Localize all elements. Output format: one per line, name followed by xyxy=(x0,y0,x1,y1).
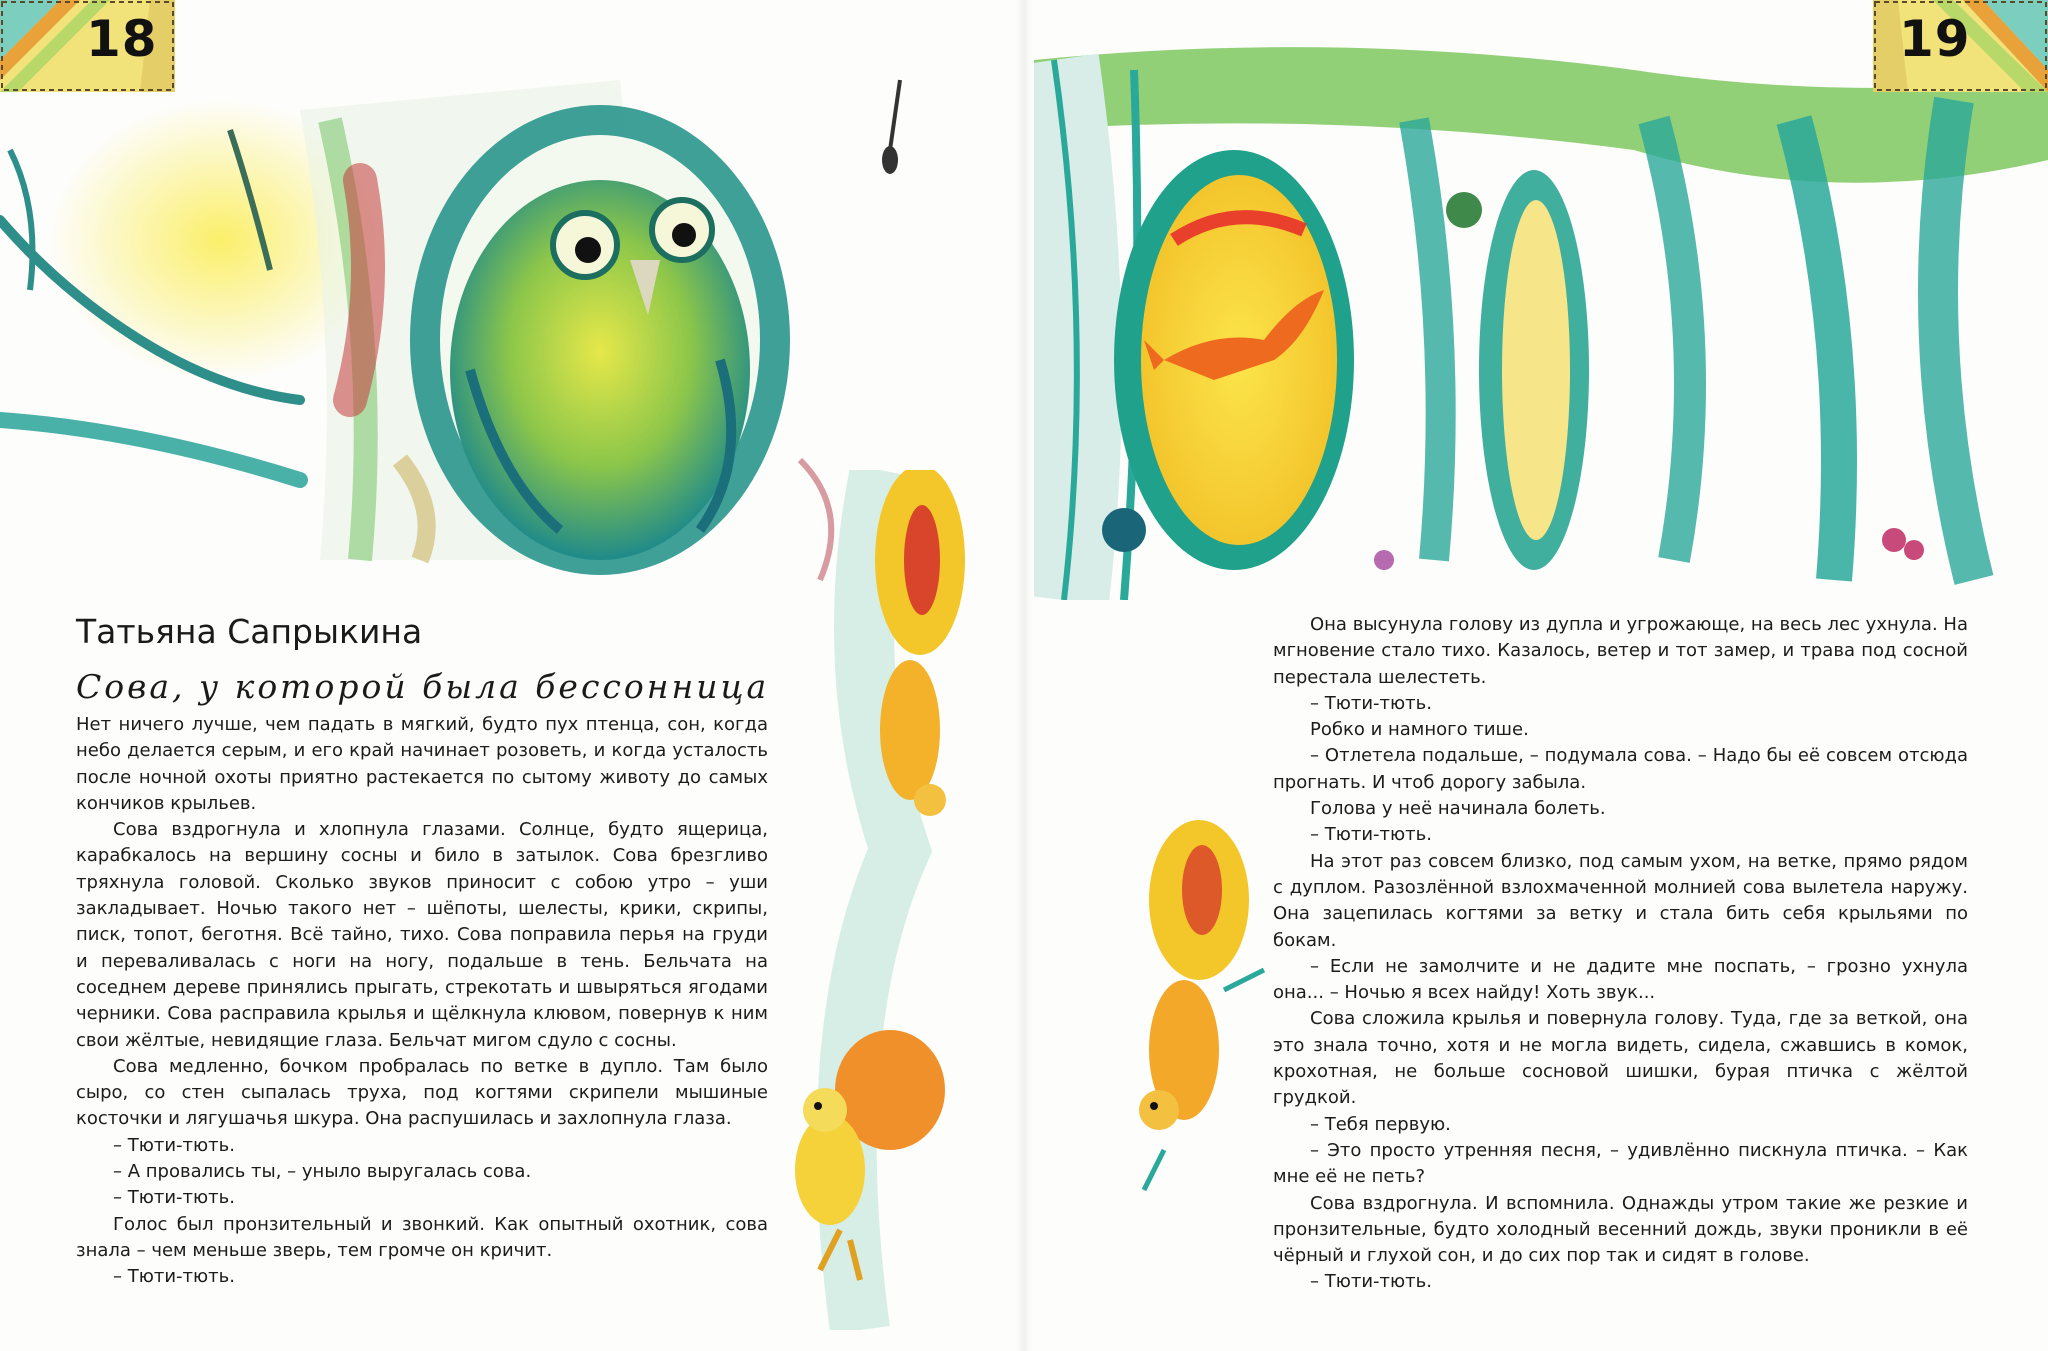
squirrels-illustration xyxy=(760,470,1000,1330)
page-number-left: 18 xyxy=(86,10,158,68)
page-number-badge-left xyxy=(0,0,175,92)
paragraph: Голос был пронзительный и звонкий. Как опытный охотник, сова знала – чем меньше зверь, тем громче он кричит. xyxy=(76,1213,768,1261)
paragraph: – Тюти-тють. xyxy=(1310,692,1433,714)
paragraph: – Тюти-тють. xyxy=(1310,1271,1433,1293)
paragraph: Она высунула голову из дупла и угрожающе, на весь лес ухнула. На мгновение стало тихо. Казалось, ветер и тот замер, и трава под сосной перестала шелестеть. xyxy=(1273,614,1968,688)
paragraph: – Тюти-тють. xyxy=(113,1187,236,1209)
paragraph: На этот раз совсем близко, под самым ухом, на ветке, прямо рядом с дуплом. Разозлённой взлохмаченной молнией сова вылетела наружу. Она зацепилась когтями за ветку и стала бить себя крыльями по бокам. xyxy=(1273,850,1968,951)
author-name: Татьяна Сапрыкина xyxy=(76,612,423,651)
page-number-right: 19 xyxy=(1899,10,1971,68)
story-title: Сова, у которой была бессонница xyxy=(76,667,770,706)
page-number-badge-right xyxy=(1873,0,2048,92)
jumping-squirrel-illustration xyxy=(1104,820,1284,1200)
paragraph: Робко и намного тише. xyxy=(1310,719,1529,741)
right-page xyxy=(1024,0,2048,1351)
paragraph: – Тебя первую. xyxy=(1310,1113,1451,1135)
paragraph: – Тюти-тють. xyxy=(113,1266,236,1288)
left-text-column xyxy=(76,712,768,1291)
forest-fox-illustration xyxy=(1034,40,2048,600)
paragraph: – Это просто утренняя песня, – удивлённо пискнула птичка. – Как мне её не петь? xyxy=(1273,1139,1968,1188)
paragraph: – А провались ты, – уныло выругалась сова. xyxy=(113,1161,532,1183)
paragraph: Сова сложила крылья и повернула голову. Туда, где за веткой, она это знала точно, хотя и не могла видеть, сидела, сжавшись в комок, крохотная, не больше сосновой шишки, бурая птичка с жёлтой грудкой. xyxy=(1273,1008,1968,1109)
paragraph: Голова у неё начинала болеть. xyxy=(1310,798,1606,820)
paragraph: – Тюти-тють. xyxy=(1310,824,1433,846)
paragraph: Сова медленно, бочком пробралась по ветке в дупло. Там было сыро, со стен сыпалась труха, под когтями скрипели мышиные косточки и лягушачья шкура. Она распушилась и захлопнула глаза. xyxy=(76,1055,768,1130)
right-text-column xyxy=(1273,612,1968,1296)
paragraph: – Тюти-тють. xyxy=(113,1134,236,1156)
paragraph: Нет ничего лучше, чем падать в мягкий, будто пух птенца, сон, когда небо делается серым, и его край начинает розоветь, и когда усталость после ночной охоты приятно растекается по сытому животу до самых кончиков крыльев. xyxy=(76,714,768,814)
paragraph: – Отлетела подальше, – подумала сова. – Надо бы её совсем отсюда прогнать. И чтоб дорогу забыла. xyxy=(1273,745,1968,793)
paragraph: Сова вздрогнула. И вспомнила. Однажды утром такие же резкие и пронзительные, будто холодный весенний дождь, звуки проникли в её чёрный и глухой сон, и до сих пор так и сидят в голове. xyxy=(1273,1192,1968,1267)
paragraph: Сова вздрогнула и хлопнула глазами. Солнце, будто ящерица, карабкалось на вершину сосны и било в затылок. Сова брезгливо тряхнула головой. Сколько звуков приносит с собою утро – уши закладывает. Ночью такого нет – шёпоты, шелесты, крики, скрипы, писк, топот, беготня. Всё тайно, тихо. Сова поправила перья на груди и переваливалась с ноги на ногу, подальше в тень. Бельчата на соседнем дереве принялись прыгать, стрекотать и швыряться ягодами черники. Сова расправила крылья и щёлкнула клювом, повернув к ним свои жёлтые, невидящие глаза. Бельчат мигом сдуло с сосны. xyxy=(76,819,768,1051)
paragraph: – Если не замолчите и не дадите мне поспать, – грозно ухнула она... – Ночью я всех найду! Хоть звук... xyxy=(1273,955,1968,1004)
